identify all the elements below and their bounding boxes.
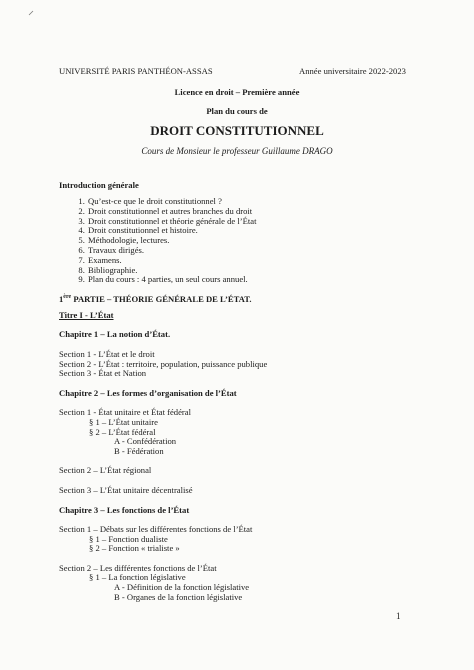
scan-mark-icon xyxy=(28,10,34,16)
intro-item: 3. Droit constitutionnel et théorie générale de l’État xyxy=(87,217,256,227)
chapter3-section1: Section 1 – Débats sur les différentes fonctions de l’État xyxy=(59,524,253,534)
chapter2-section2: Section 2 – L’État régional xyxy=(59,465,152,475)
professor-line: Cours de Monsieur le professeur Guillaume DRAGO xyxy=(141,146,333,156)
chapter1-section3: Section 3 - État et Nation xyxy=(59,368,147,378)
chapter2-paragraph1: § 1 – L’État unitaire xyxy=(89,417,158,427)
intro-item: 2. Droit constitutionnel et autres branches du droit xyxy=(87,207,256,217)
chapter3-s1-paragraph2: § 2 – Fonction « trialiste » xyxy=(89,543,180,553)
intro-item: 4. Droit constitutionnel et histoire. xyxy=(87,226,256,236)
part-superscript: ère xyxy=(63,294,72,300)
chapter3-s2-point-a: A - Définition de la fonction législative xyxy=(114,582,250,592)
page-number: 1 xyxy=(396,611,401,621)
chapter1-heading: Chapitre 1 – La notion d’État. xyxy=(59,329,171,339)
course-title: DROIT CONSTITUTIONNEL xyxy=(150,123,324,138)
intro-item: 1. Qu’est-ce que le droit constitutionnel ? xyxy=(87,197,256,207)
intro-item: 6. Travaux dirigés. xyxy=(87,246,256,256)
plan-label: Plan du cours de xyxy=(206,106,268,116)
chapter1-section1: Section 1 - L’État et le droit xyxy=(59,349,155,359)
chapter3-s2-point-b: B - Organes de la fonction législative xyxy=(114,592,243,602)
chapter2-section3: Section 3 – L’État unitaire décentralisé xyxy=(59,485,193,495)
part-title: PARTIE – THÉORIE GÉNÉRALE DE L’ÉTAT. xyxy=(71,293,252,304)
chapter3-s2-paragraph1: § 1 – La fonction législative xyxy=(89,572,186,582)
university-name: UNIVERSITÉ PARIS PANTHÉON-ASSAS xyxy=(59,66,213,76)
intro-item: 7. Examens. xyxy=(87,256,256,266)
course-level: Licence en droit – Première année xyxy=(174,87,300,97)
part-heading xyxy=(59,292,251,305)
chapter2-heading: Chapitre 2 – Les formes d’organisation de l’État xyxy=(59,388,237,398)
chapter3-heading: Chapitre 3 – Les fonctions de l’État xyxy=(59,505,190,515)
intro-item: 8. Bibliographie. xyxy=(87,266,256,276)
chapter2-point-b: B - Fédération xyxy=(114,446,164,456)
part-number: 1 xyxy=(59,293,64,304)
intro-heading: Introduction générale xyxy=(59,180,139,190)
intro-item: 9. Plan du cours : 4 parties, un seul cours annuel. xyxy=(87,275,256,285)
chapter2-section1: Section 1 - État unitaire et État fédéral xyxy=(59,407,191,417)
titre-heading: Titre I - L’État xyxy=(59,310,114,320)
chapter1-section2: Section 2 - L’État : territoire, population, puissance publique xyxy=(59,359,268,369)
intro-item: 5. Méthodologie, lectures. xyxy=(87,236,256,246)
academic-year: Année universitaire 2022-2023 xyxy=(299,66,406,76)
chapter3-s1-paragraph1: § 1 – Fonction dualiste xyxy=(89,534,168,544)
chapter2-point-a: A - Confédération xyxy=(114,436,177,446)
intro-list xyxy=(69,197,256,285)
chapter3-section2: Section 2 – Les différentes fonctions de l’État xyxy=(59,563,217,573)
chapter2-paragraph2: § 2 – L’État fédéral xyxy=(89,427,156,437)
